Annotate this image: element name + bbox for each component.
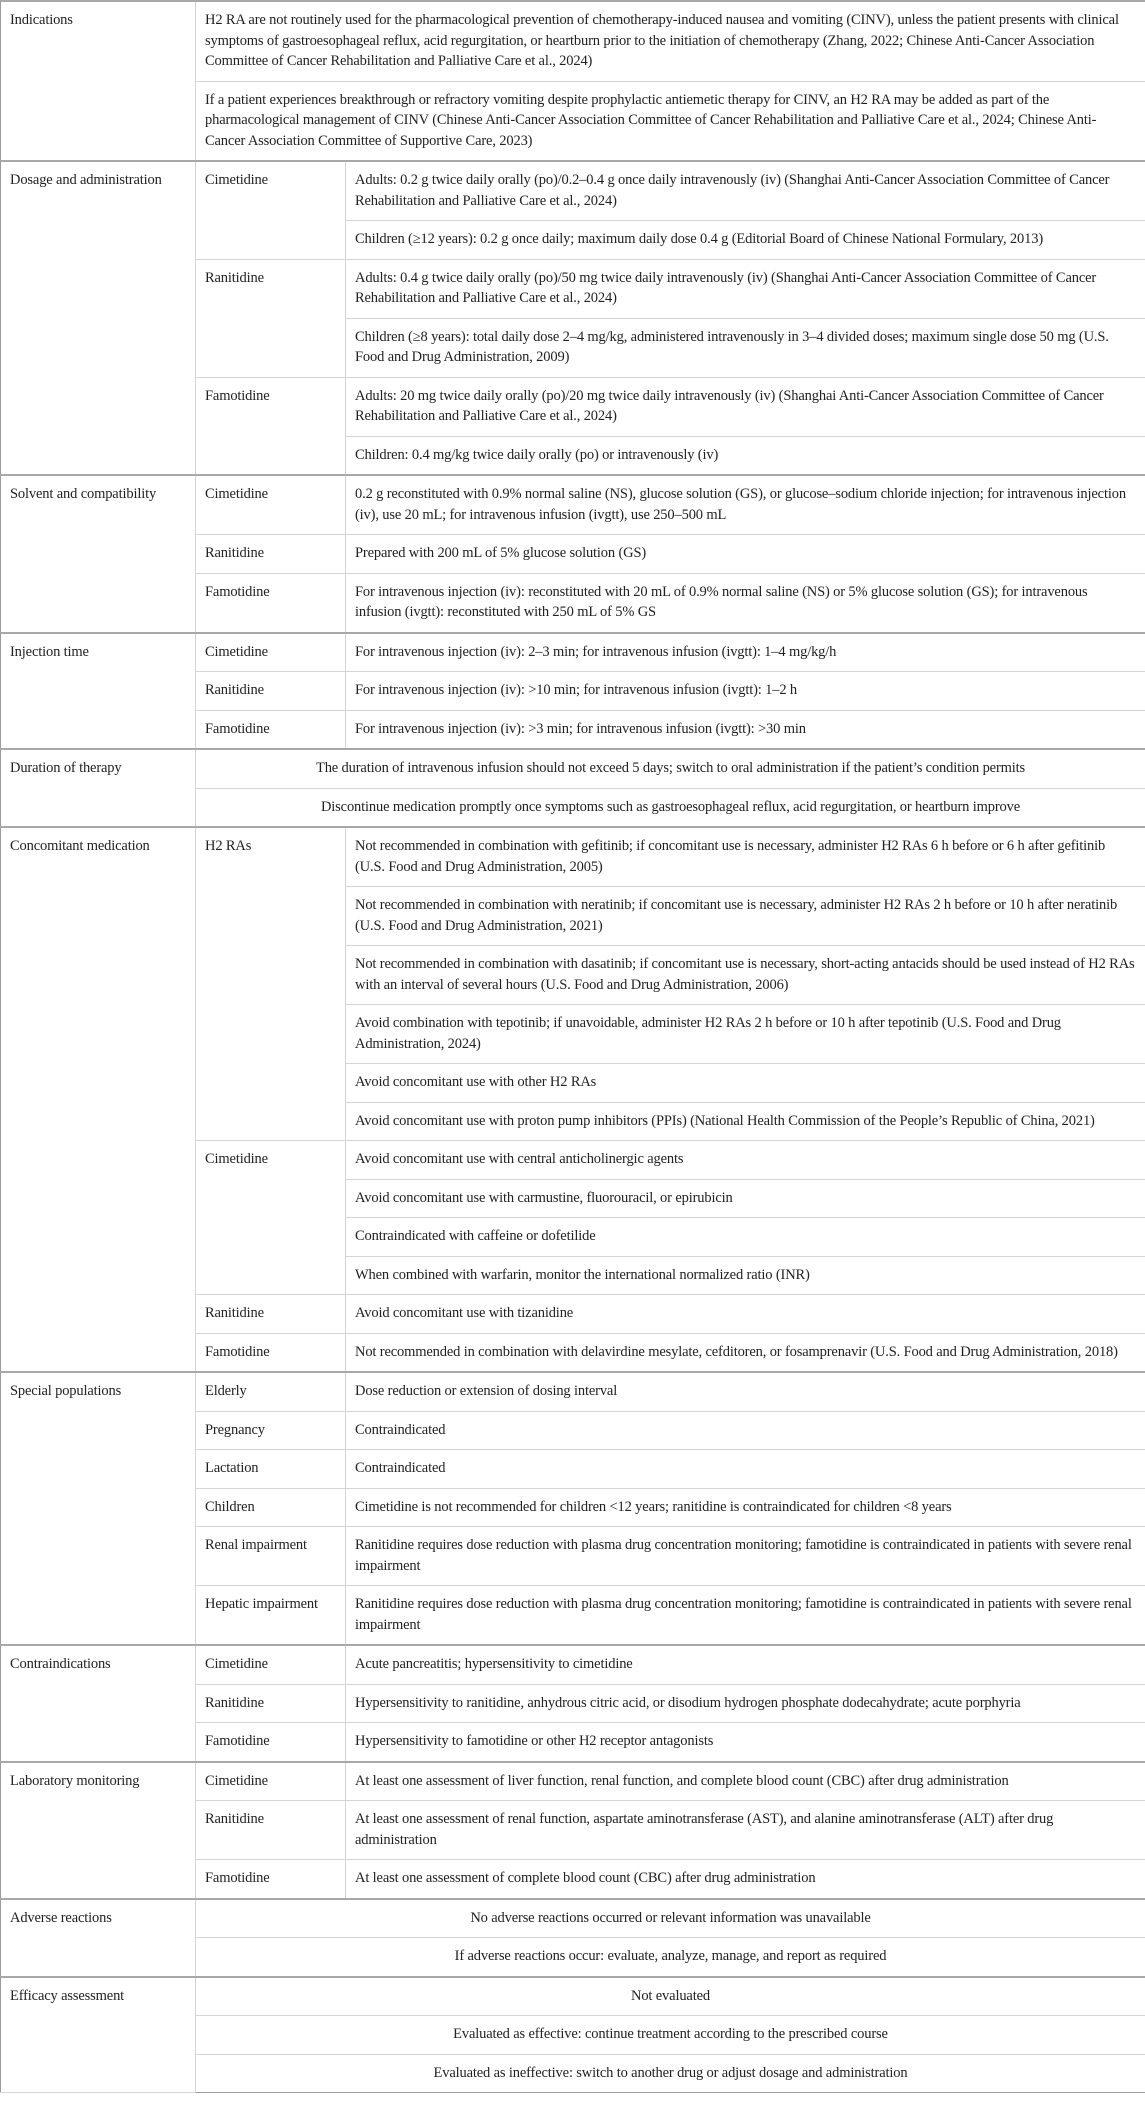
item-text: Ranitidine requires dose reduction with plasma drug concentration monitoring; famotidine is contraindicated in patients with severe renal impairment <box>346 1527 1145 1586</box>
section-text: Evaluated as effective: continue treatment according to the prescribed course <box>196 2016 1145 2055</box>
group-label-h2-ras: H2 RAs <box>196 827 346 1141</box>
table-row <box>1 161 1145 221</box>
item-text: For intravenous injection (iv): reconstituted with 20 mL of 0.9% normal saline (NS) or 5% glucose solution (GS); for intravenous infusion (ivgtt): reconstituted with 250 mL of 5% GS <box>346 573 1145 633</box>
group-label-cimetidine: Cimetidine <box>196 475 346 535</box>
table-row <box>1 1 1145 81</box>
item-text: Acute pancreatitis; hypersensitivity to cimetidine <box>346 1645 1145 1684</box>
item-text: Adults: 0.2 g twice daily orally (po)/0.2–0.4 g once daily intravenously (iv) (Shanghai Anti-Cancer Association Committee of Cancer Rehabilitation and Palliative Care et al., 2024) <box>346 161 1145 221</box>
group-label-famotidine: Famotidine <box>196 1333 346 1372</box>
item-text: Not recommended in combination with gefitinib; if concomitant use is necessary, administer H2 RAs 6 h before or 6 h after gefitinib (U.S. Food and Drug Administration, 2005) <box>346 827 1145 887</box>
item-text: Dose reduction or extension of dosing interval <box>346 1372 1145 1411</box>
item-text: Avoid concomitant use with central anticholinergic agents <box>346 1141 1145 1180</box>
section-label-duration-of-therapy: Duration of therapy <box>1 749 196 827</box>
item-text: Children: 0.4 mg/kg twice daily orally (po) or intravenously (iv) <box>346 436 1145 475</box>
item-text: Ranitidine requires dose reduction with plasma drug concentration monitoring; famotidine is contraindicated in patients with severe renal impairment <box>346 1586 1145 1646</box>
section-label-solvent-and-compatibility: Solvent and compatibility <box>1 475 196 633</box>
table-row <box>1 1762 1145 1801</box>
section-text: The duration of intravenous infusion should not exceed 5 days; switch to oral administration if the patient’s condition permits <box>196 749 1145 788</box>
section-label-contraindications: Contraindications <box>1 1645 196 1762</box>
section-label-laboratory-monitoring: Laboratory monitoring <box>1 1762 196 1899</box>
group-label-ranitidine: Ranitidine <box>196 1801 346 1860</box>
item-text: For intravenous injection (iv): 2–3 min; for intravenous infusion (ivgtt): 1–4 mg/kg/h <box>346 633 1145 672</box>
section-label-concomitant-medication: Concomitant medication <box>1 827 196 1372</box>
item-text: Adults: 0.4 g twice daily orally (po)/50 mg twice daily intravenously (iv) (Shanghai Anti-Cancer Association Committee of Cancer Rehabilitation and Palliative Care et al., 2024) <box>346 259 1145 318</box>
item-text: Children (≥8 years): total daily dose 2–4 mg/kg, administered intravenously in 3–4 divided doses; maximum single dose 50 mg (U.S. Food and Drug Administration, 2009) <box>346 318 1145 377</box>
section-label-efficacy-assessment: Efficacy assessment <box>1 1977 196 2093</box>
section-text: H2 RA are not routinely used for the pharmacological prevention of chemotherapy-induced nausea and vomiting (CINV), unless the patient presents with clinical symptoms of gastroesophageal reflux, acid regurgitation, or heartburn prior to the initiation of chemotherapy (Zhang, 2022; Chinese Anti-Cancer Association Committee of Cancer Rehabilitation and Palliative Care et al., 2024) <box>196 1 1145 81</box>
item-text: At least one assessment of liver function, renal function, and complete blood count (CBC) after drug administration <box>346 1762 1145 1801</box>
group-label-ranitidine: Ranitidine <box>196 259 346 377</box>
item-text: Not recommended in combination with delavirdine mesylate, cefditoren, or fosamprenavir (U.S. Food and Drug Administration, 2018) <box>346 1333 1145 1372</box>
section-label-indications: Indications <box>1 1 196 161</box>
section-label-dosage-and-administration: Dosage and administration <box>1 161 196 475</box>
group-label-elderly: Elderly <box>196 1372 346 1411</box>
item-text: Not recommended in combination with neratinib; if concomitant use is necessary, administer H2 RAs 2 h before or 10 h after neratinib (U.S. Food and Drug Administration, 2021) <box>346 887 1145 946</box>
group-label-lactation: Lactation <box>196 1450 346 1489</box>
item-text: At least one assessment of renal function, aspartate aminotransferase (AST), and alanine aminotransferase (ALT) after drug administration <box>346 1801 1145 1860</box>
item-text: Children (≥12 years): 0.2 g once daily; maximum daily dose 0.4 g (Editorial Board of Chinese National Formulary, 2013) <box>346 221 1145 260</box>
item-text: Hypersensitivity to famotidine or other H2 receptor antagonists <box>346 1723 1145 1762</box>
item-text: Cimetidine is not recommended for children <12 years; ranitidine is contraindicated for children <8 years <box>346 1488 1145 1527</box>
section-text: Evaluated as ineffective: switch to another drug or adjust dosage and administration <box>196 2054 1145 2093</box>
group-label-ranitidine: Ranitidine <box>196 1295 346 1334</box>
item-text: For intravenous injection (iv): >3 min; for intravenous infusion (ivgtt): >30 min <box>346 710 1145 749</box>
table-row <box>1 827 1145 887</box>
table-row <box>1 475 1145 535</box>
group-label-cimetidine: Cimetidine <box>196 1645 346 1684</box>
table-row <box>1 1977 1145 2016</box>
group-label-famotidine: Famotidine <box>196 710 346 749</box>
item-text: For intravenous injection (iv): >10 min; for intravenous infusion (ivgtt): 1–2 h <box>346 672 1145 711</box>
item-text: Contraindicated <box>346 1450 1145 1489</box>
group-label-hepatic-impairment: Hepatic impairment <box>196 1586 346 1646</box>
item-text: Prepared with 200 mL of 5% glucose solution (GS) <box>346 535 1145 574</box>
group-label-cimetidine: Cimetidine <box>196 633 346 672</box>
item-text: When combined with warfarin, monitor the international normalized ratio (INR) <box>346 1256 1145 1295</box>
item-text: Contraindicated <box>346 1411 1145 1450</box>
section-text: If adverse reactions occur: evaluate, analyze, manage, and report as required <box>196 1938 1145 1977</box>
item-text: Avoid concomitant use with proton pump inhibitors (PPIs) (National Health Commission of the People’s Republic of China, 2021) <box>346 1102 1145 1141</box>
group-label-pregnancy: Pregnancy <box>196 1411 346 1450</box>
item-text: Avoid concomitant use with carmustine, fluorouracil, or epirubicin <box>346 1179 1145 1218</box>
group-label-ranitidine: Ranitidine <box>196 1684 346 1723</box>
item-text: 0.2 g reconstituted with 0.9% normal saline (NS), glucose solution (GS), or glucose–sodium chloride injection; for intravenous injection (iv), use 20 mL; for intravenous infusion (ivgtt), use 250–500 mL <box>346 475 1145 535</box>
section-label-adverse-reactions: Adverse reactions <box>1 1899 196 1977</box>
table-row <box>1 1372 1145 1411</box>
table-row <box>1 1899 1145 1938</box>
group-label-famotidine: Famotidine <box>196 377 346 475</box>
group-label-cimetidine: Cimetidine <box>196 1141 346 1295</box>
item-text: At least one assessment of complete blood count (CBC) after drug administration <box>346 1860 1145 1899</box>
item-text: Avoid concomitant use with tizanidine <box>346 1295 1145 1334</box>
item-text: Adults: 20 mg twice daily orally (po)/20 mg twice daily intravenously (iv) (Shanghai Anti-Cancer Association Committee of Cancer Rehabilitation and Palliative Care et al., 2024) <box>346 377 1145 436</box>
group-label-cimetidine: Cimetidine <box>196 161 346 259</box>
group-label-ranitidine: Ranitidine <box>196 535 346 574</box>
item-text: Not recommended in combination with dasatinib; if concomitant use is necessary, short-acting antacids should be used instead of H2 RAs with an interval of several hours (U.S. Food and Drug Administration, 2006) <box>346 946 1145 1005</box>
table-row <box>1 633 1145 672</box>
section-text: Discontinue medication promptly once symptoms such as gastroesophageal reflux, acid regurgitation, or heartburn improve <box>196 788 1145 827</box>
section-text: No adverse reactions occurred or relevant information was unavailable <box>196 1899 1145 1938</box>
section-text: If a patient experiences breakthrough or refractory vomiting despite prophylactic antiemetic therapy for CINV, an H2 RA may be added as part of the pharmacological management of CINV (Chinese Anti-Cancer Association Committee of Cancer Rehabilitation and Palliative Care et al., 2024; Chinese Anti-Cancer Association Committee of Supportive Care, 2023) <box>196 81 1145 161</box>
group-label-children: Children <box>196 1488 346 1527</box>
group-label-famotidine: Famotidine <box>196 1860 346 1899</box>
section-text: Not evaluated <box>196 1977 1145 2016</box>
group-label-ranitidine: Ranitidine <box>196 672 346 711</box>
table-row <box>1 749 1145 788</box>
item-text: Avoid combination with tepotinib; if unavoidable, administer H2 RAs 2 h before or 10 h after tepotinib (U.S. Food and Drug Administration, 2024) <box>346 1005 1145 1064</box>
item-text: Hypersensitivity to ranitidine, anhydrous citric acid, or disodium hydrogen phosphate dodecahydrate; acute porphyria <box>346 1684 1145 1723</box>
section-label-injection-time: Injection time <box>1 633 196 750</box>
section-label-special-populations: Special populations <box>1 1372 196 1645</box>
group-label-renal-impairment: Renal impairment <box>196 1527 346 1586</box>
item-text: Contraindicated with caffeine or dofetilide <box>346 1218 1145 1257</box>
group-label-cimetidine: Cimetidine <box>196 1762 346 1801</box>
group-label-famotidine: Famotidine <box>196 573 346 633</box>
group-label-famotidine: Famotidine <box>196 1723 346 1762</box>
table-row <box>1 1645 1145 1684</box>
item-text: Avoid concomitant use with other H2 RAs <box>346 1064 1145 1103</box>
table-body <box>1 1 1145 2093</box>
